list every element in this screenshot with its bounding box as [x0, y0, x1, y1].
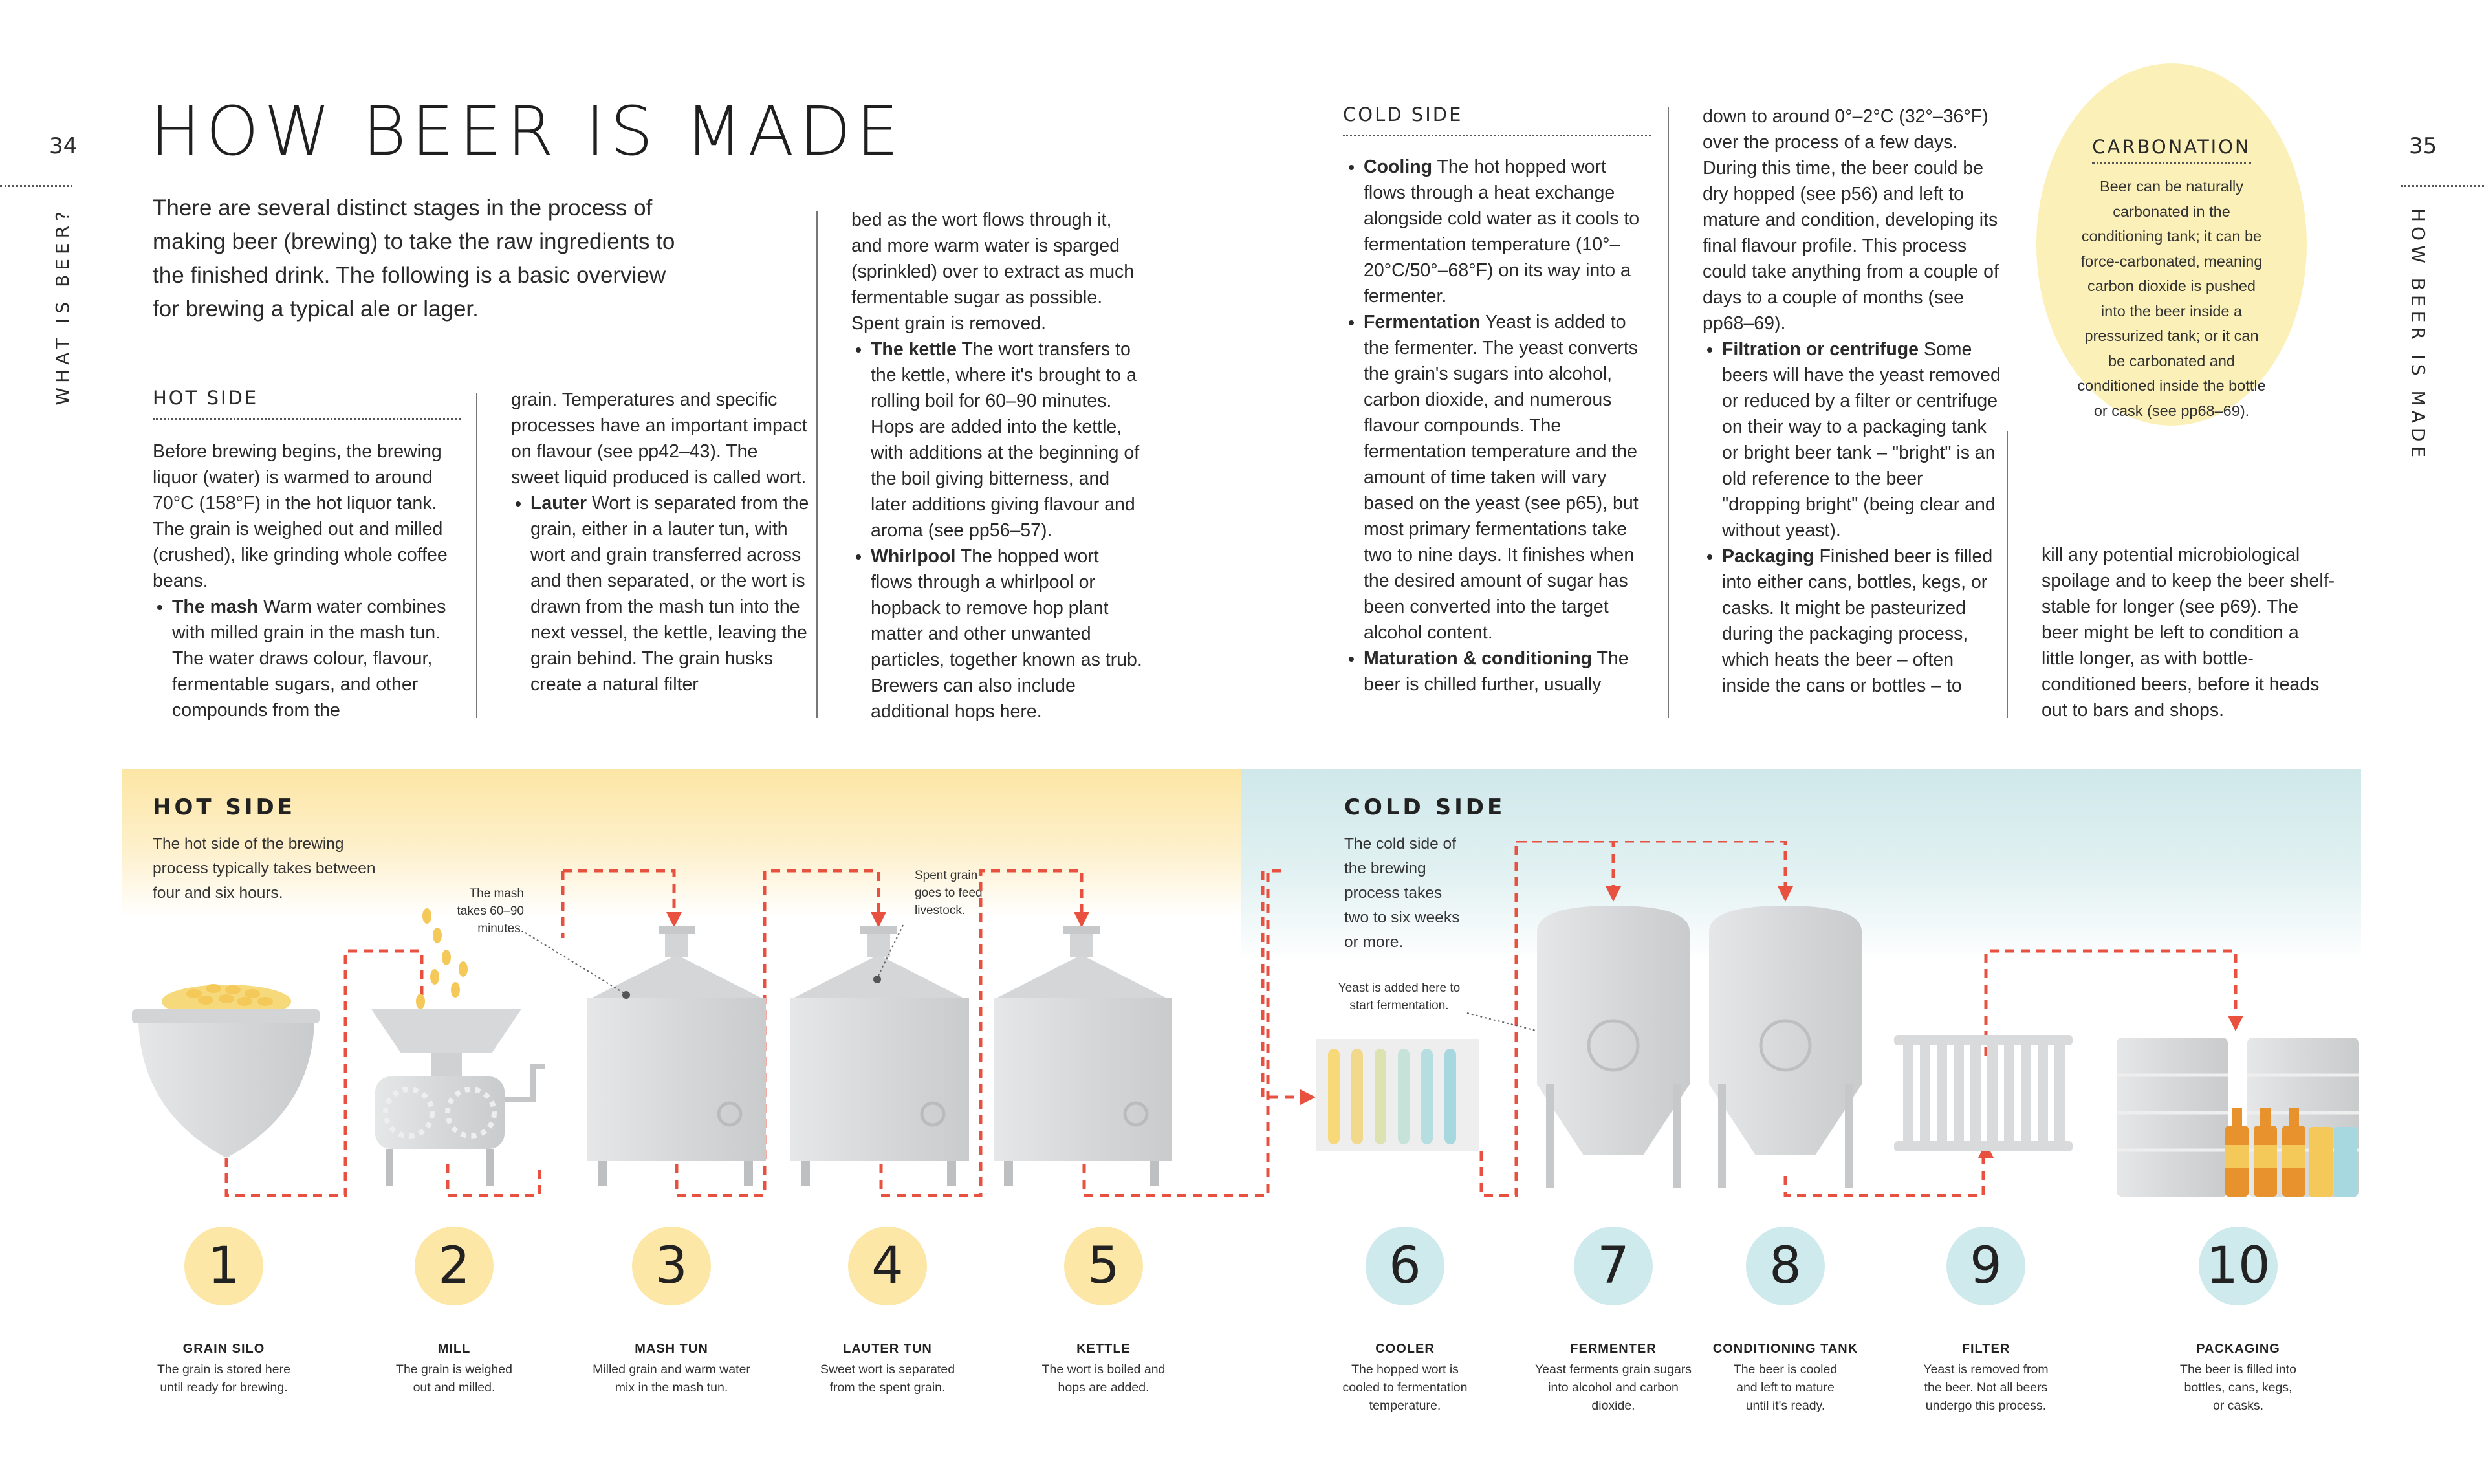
right-page-number: 35 [2409, 133, 2437, 159]
step-number: 9 [1946, 1227, 2025, 1305]
cooler-illustration [1316, 1039, 1479, 1151]
step-desc: The wort is boiled and hops are added. [1041, 1362, 1166, 1395]
step-number: 1 [184, 1227, 263, 1305]
left-page-number: 34 [49, 133, 78, 159]
step-9 [1889, 1227, 2083, 1415]
term-filtration: Filtration or centrifuge [1722, 339, 1919, 360]
carbonation-heading: CARBONATION [2092, 136, 2251, 164]
right-running-head: HOW BEER IS MADE [2408, 208, 2429, 463]
step-desc: The beer is cooled and left to mature until it's ready. [1733, 1362, 1838, 1413]
cold-col2-paragraph: down to around 0°–2°C (32°–36°F) over the process of a few days. During this time, the beer could be dry hopped (see p56) and left to mature and condition, developing its final flavour profile. This process could take anything from a couple of days to a couple of months (see pp68–69). [1703, 106, 1999, 334]
term-packaging: Packaging [1722, 546, 1814, 567]
list-item-maturation [1364, 646, 1652, 697]
list-item-lauter [530, 490, 810, 697]
term-kettle: The kettle [871, 339, 957, 360]
cold-side-column-2 [1703, 104, 2001, 699]
term-mash: The mash [172, 596, 259, 617]
intro-paragraph: There are several distinct stages in the process of making beer (brewing) to take the raw ingredients to the finished drink. The following is a basic overview for brewing a typical ale or lager. [153, 195, 675, 322]
step-2 [357, 1227, 551, 1397]
step-7 [1516, 1227, 1710, 1415]
step-name: PACKAGING [2196, 1342, 2280, 1356]
mash-tun-illustration [587, 926, 766, 1186]
text-maturation: The beer is chilled further, usually [1364, 648, 1629, 695]
hot-side-column-1 [153, 439, 467, 723]
step-number: 3 [632, 1227, 711, 1305]
text-mash: Warm water combines with milled grain in the mash tun. The water draws colour, flavour, fermentable sugars, and other compounds from the [172, 596, 446, 721]
text-filtration: Some beers will have the yeast removed or reduced by a filter or centrifuge on their way to a packaging tank or bright beer tank – "bright" is an old reference to the beer "dropping bright" (being clear and without yeast). [1722, 339, 2001, 541]
hot-col3-paragraph: bed as the wort flows through it, and more warm water is sparged (sprinkled) over to extract as much fermentable sugar as possible. Spent grain is removed. [851, 210, 1135, 334]
lauter-tun-illustration [790, 926, 969, 1186]
packaging-illustration [2117, 1038, 2359, 1197]
step-number: 8 [1746, 1227, 1825, 1305]
carbonation-text: Beer can be naturally carbonated in the conditioning tank; it can be force-carbonated, meaning carbon dioxide is pushed into the beer inside a pressurized tank; or it can be carbonated and conditioned inside the bottle or cask (see pp68–69). [2077, 178, 2266, 419]
step-8 [1688, 1227, 1882, 1415]
note-yeast: Yeast is added here to start fermentation. [1338, 981, 1461, 1012]
fermenter-illustration [1537, 906, 1690, 1188]
grain-silo-illustration [132, 984, 320, 1158]
hot-side-heading: HOT SIDE [153, 387, 461, 420]
cold-side-heading: COLD SIDE [1343, 104, 1651, 136]
step-desc: Yeast ferments grain sugars into alcohol and carbon dioxide. [1534, 1362, 1692, 1413]
step-3 [574, 1227, 768, 1397]
list-item-cooling [1364, 154, 1652, 309]
term-cooling: Cooling [1364, 157, 1433, 177]
step-name: GRAIN SILO [182, 1342, 265, 1356]
page-title: HOW BEER IS MADE [150, 92, 904, 171]
step-name: LAUTER TUN [843, 1342, 932, 1356]
step-number: 2 [415, 1227, 494, 1305]
left-dotted-rule [0, 185, 72, 187]
step-desc: The grain is stored here until ready for brewing. [157, 1362, 290, 1395]
step-number: 7 [1574, 1227, 1653, 1305]
column-divider [1668, 107, 1669, 718]
cold-side-column-1 [1346, 154, 1652, 697]
column-divider [476, 393, 477, 718]
list-item-kettle [871, 336, 1145, 543]
step-number: 10 [2199, 1227, 2278, 1305]
step-6 [1308, 1227, 1502, 1415]
step-desc: The beer is filled into bottles, cans, kegs, or casks. [2180, 1362, 2296, 1413]
hot-side-heading-block [153, 387, 461, 420]
step-number: 6 [1366, 1227, 1444, 1305]
step-name: FERMENTER [1570, 1342, 1657, 1356]
step-5 [1007, 1227, 1201, 1397]
hot-col2-paragraph: grain. Temperatures and specific processes have an important impact on flavour (see pp42–43). The sweet liquid produced is called wort. [511, 389, 807, 488]
step-name: KETTLE [1076, 1342, 1131, 1356]
step-desc: Yeast is removed from the beer. Not all beers undergo this process. [1923, 1362, 2049, 1413]
step-1 [127, 1227, 321, 1397]
step-name: FILTER [1961, 1342, 2010, 1356]
brewing-equipment-diagram [0, 841, 2484, 1203]
step-number: 4 [848, 1227, 927, 1305]
column-divider [2007, 431, 2008, 718]
list-item-filtration [1722, 336, 2001, 543]
left-running-head: WHAT IS BEER? [52, 207, 73, 406]
term-maturation: Maturation & conditioning [1364, 648, 1593, 669]
list-item-whirlpool [871, 543, 1145, 725]
text-packaging: Finished beer is filled into either cans, bottles, kegs, or casks. It might be pasteurized during the packaging process, which heats the beer – often inside the cans or bottles – to [1722, 546, 1993, 696]
step-name: MASH TUN [635, 1342, 708, 1356]
note-spent-grain: Spent grain goes to feed livestock. [915, 869, 983, 917]
text-cooling: The hot hopped wort flows through a heat exchange alongside cold water as it cools to fermentation temperature (10°–20°C/50°–68°F) on its way into a fermenter. [1364, 157, 1640, 307]
list-item-packaging [1722, 543, 2001, 699]
step-name: MILL [437, 1342, 471, 1356]
text-whirlpool: The hopped wort flows through a whirlpool or hopback to remove hop plant matter and other unwanted particles, together known as trub. Brewers can also include additional hops here. [871, 546, 1142, 722]
diagram-hot-title: HOT SIDE [153, 794, 296, 820]
step-desc: Sweet wort is separated from the spent grain. [820, 1362, 955, 1395]
cold-col3-paragraph: kill any potential microbiological spoilage and to keep the beer shelf-stable for longer (see p69). The beer might be left to condition a little longer, as with bottle-conditioned beers, before it heads out to bars and shops. [2042, 545, 2335, 721]
list-item-fermentation [1364, 309, 1652, 646]
step-desc: Milled grain and warm water mix in the mash tun. [593, 1362, 750, 1395]
text-lauter: Wort is separated from the grain, either in a lauter tun, with wort and grain transferred across and then separated, or the wort is drawn from the mash tun into the next vessel, the kettle, leaving the grain behind. The grain husks create a natural filter [530, 493, 809, 695]
text-fermentation: Yeast is added to the fermenter. The yeast converts the grain's sugars into alcohol, carbon dioxide, and numerous flavour compounds. The fermentation temperature and the amount of time taken will vary based on the yeast (see p65), but most primary fermentations take two to nine days. It finishes when the desired amount of sugar has been converted into the target alcohol content. [1364, 312, 1639, 643]
step-desc: The hopped wort is cooled to fermentation temperature. [1342, 1362, 1468, 1413]
filter-illustration [1894, 1035, 2073, 1151]
kettle-illustration [994, 926, 1172, 1186]
note-mash: The mash takes 60–90 minutes. [457, 887, 524, 935]
step-10 [2141, 1227, 2335, 1415]
hot-side-column-2 [511, 387, 810, 697]
step-name: CONDITIONING TANK [1712, 1342, 1858, 1356]
step-4 [790, 1227, 985, 1397]
text-kettle: The wort transfers to the kettle, where it's brought to a rolling boil for 60–90 minutes. Hops are added into the kettle, with additions at the beginning of the boil giving bitterness, and later additions giving flavour and aroma (see pp56–57). [871, 339, 1140, 541]
cold-side-heading-block [1343, 104, 1651, 136]
diagram-hot-text: The hot side of the brewing process typically takes between four and six hours. [153, 835, 376, 902]
diagram-cold-text: The cold side of the brewing process takes two to six weeks or more. [1344, 835, 1460, 951]
list-item-mash [172, 594, 467, 723]
diagram-cold-title: COLD SIDE [1344, 794, 1506, 820]
step-desc: The grain is weighed out and milled. [396, 1362, 512, 1395]
right-dotted-rule [2401, 185, 2484, 187]
term-lauter: Lauter [530, 493, 587, 514]
term-whirlpool: Whirlpool [871, 546, 956, 567]
term-fermentation: Fermentation [1364, 312, 1481, 333]
hot-side-paragraph: Before brewing begins, the brewing liquor (water) is warmed to around 70°C (158°F) in the hot liquor tank. The grain is weighed out and milled (crushed), like grinding whole coffee beans. [153, 441, 448, 591]
column-divider [816, 211, 818, 718]
conditioning-tank-illustration [1709, 906, 1862, 1188]
step-number: 5 [1064, 1227, 1143, 1305]
cold-side-column-3 [2042, 542, 2337, 723]
step-name: COOLER [1375, 1342, 1435, 1356]
carbonation-callout [2036, 63, 2307, 426]
hot-side-column-3 [851, 207, 1145, 725]
